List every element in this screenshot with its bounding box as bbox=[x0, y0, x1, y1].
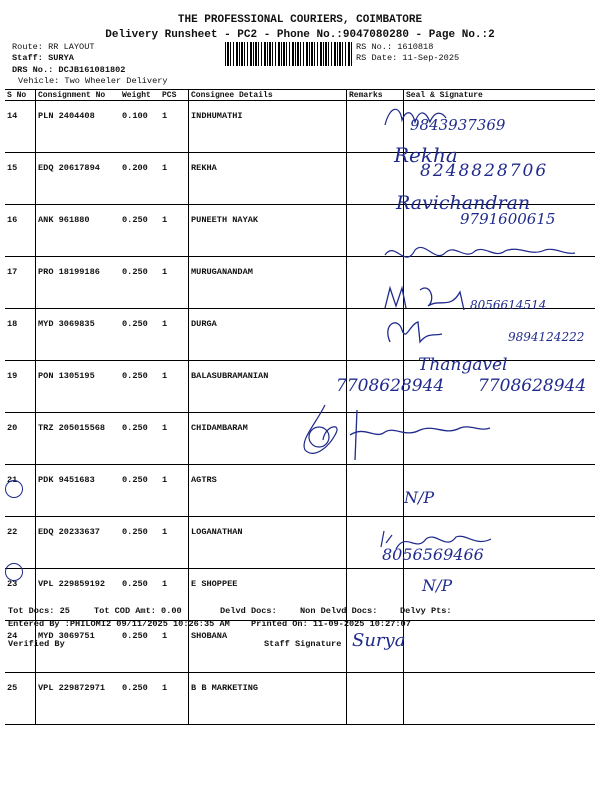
col-remarks: Remarks bbox=[347, 90, 404, 101]
cell-pcs: 1 bbox=[160, 153, 189, 205]
handwritten-phone-14: 9843937369 bbox=[410, 116, 506, 134]
route: Route: RR LAYOUT bbox=[12, 42, 95, 52]
col-seal-signature: Seal & Signature bbox=[404, 90, 596, 101]
cell-weight: 0.100 bbox=[120, 101, 160, 153]
cell-pcs: 1 bbox=[160, 101, 189, 153]
table-row bbox=[5, 673, 595, 725]
cell-sno: 23 bbox=[5, 569, 36, 621]
cell-consignment: VPL 229872971 bbox=[36, 673, 121, 725]
cell-sno: 20 bbox=[5, 413, 36, 465]
drs-number: DRS No.: DCJB161081802 bbox=[12, 65, 126, 75]
col-weight: Weight bbox=[120, 90, 160, 101]
cell-weight: 0.250 bbox=[120, 621, 160, 673]
col-sno: S No bbox=[5, 90, 36, 101]
cell-consignment: MYD 3069835 bbox=[36, 309, 121, 361]
cell-sno: 19 bbox=[5, 361, 36, 413]
cell-consignee: BALASUBRAMANIAN bbox=[189, 361, 347, 413]
table-row bbox=[5, 309, 595, 361]
cell-consignee: B B MARKETING bbox=[189, 673, 347, 725]
rs-date: RS Date: 11-Sep-2025 bbox=[356, 53, 460, 63]
handwritten-name-20: Thangavel bbox=[418, 355, 508, 375]
cell-sno: 21 bbox=[5, 465, 36, 517]
cell-sno: 14 bbox=[5, 101, 36, 153]
cell-consignee: DURGA bbox=[189, 309, 347, 361]
handwritten-phone-20b: 7708628944 bbox=[478, 376, 587, 396]
cell-pcs: 1 bbox=[160, 465, 189, 517]
cell-sno: 18 bbox=[5, 309, 36, 361]
cell-weight: 0.250 bbox=[120, 361, 160, 413]
cell-sno: 17 bbox=[5, 257, 36, 309]
cell-weight: 0.250 bbox=[120, 257, 160, 309]
cell-weight: 0.250 bbox=[120, 569, 160, 621]
cell-pcs: 1 bbox=[160, 361, 189, 413]
cell-weight: 0.250 bbox=[120, 517, 160, 569]
cell-sno: 16 bbox=[5, 205, 36, 257]
total-cod-amount: Tot COD Amt: 0.00 bbox=[94, 606, 182, 616]
cell-consignment: EDQ 20617894 bbox=[36, 153, 121, 205]
cell-consignment: ANK 961880 bbox=[36, 205, 121, 257]
cell-consignee: INDHUMATHI bbox=[189, 101, 347, 153]
cell-pcs: 1 bbox=[160, 257, 189, 309]
table-row bbox=[5, 465, 595, 517]
cell-sno: 22 bbox=[5, 517, 36, 569]
handwritten-phone-19: 8056614514 bbox=[470, 298, 547, 312]
handwritten-name-15: Rekha bbox=[394, 143, 458, 167]
cell-consignment: MYD 3069751 bbox=[36, 621, 121, 673]
cell-remarks bbox=[347, 465, 404, 517]
company-title: THE PROFESSIONAL COURIERS, COIMBATORE bbox=[177, 14, 423, 26]
cell-weight: 0.250 bbox=[120, 673, 160, 725]
cell-sno: 24 bbox=[5, 621, 36, 673]
cell-consignee: PUNEETH NAYAK bbox=[189, 205, 347, 257]
cell-consignee: CHIDAMBARAM bbox=[189, 413, 347, 465]
cell-consignee: MURUGANANDAM bbox=[189, 257, 347, 309]
circle-mark-25 bbox=[5, 563, 23, 581]
staff-signature-label: Staff Signature bbox=[264, 639, 342, 649]
handwritten-np-23: N/P bbox=[404, 488, 435, 507]
cell-consignment: PRO 18199186 bbox=[36, 257, 121, 309]
cell-weight: 0.250 bbox=[120, 309, 160, 361]
entered-by: Entered By :PHILOMI2 09/11/2025 10:26:35 AM bbox=[8, 619, 230, 629]
handwritten-np-25: N/P bbox=[422, 576, 453, 595]
cell-consignment: PDK 9451683 bbox=[36, 465, 121, 517]
staff-signature-handwritten: Surya bbox=[352, 630, 406, 651]
handwritten-name-16: Ravichandran bbox=[396, 192, 531, 214]
cell-pcs: 1 bbox=[160, 205, 189, 257]
handwritten-phone-20: 7708628944 bbox=[336, 376, 445, 396]
cell-sno: 15 bbox=[5, 153, 36, 205]
cell-weight: 0.250 bbox=[120, 205, 160, 257]
cell-signature bbox=[404, 621, 596, 673]
cell-consignee: AGTRS bbox=[189, 465, 347, 517]
cell-pcs: 1 bbox=[160, 517, 189, 569]
cell-consignee: REKHA bbox=[189, 153, 347, 205]
runsheet-subtitle: Delivery Runsheet - PC2 - Phone No.:9047080280 - Page No.:2 bbox=[105, 29, 495, 41]
handwritten-signature-17 bbox=[380, 235, 580, 275]
cell-weight: 0.250 bbox=[120, 465, 160, 517]
total-docs: Tot Docs: 25 bbox=[8, 606, 70, 616]
col-pcs: PCS bbox=[160, 90, 189, 101]
cell-pcs: 1 bbox=[160, 569, 189, 621]
delivered-docs: Delvd Docs: bbox=[220, 606, 277, 616]
cell-consignee: LOGANATHAN bbox=[189, 517, 347, 569]
circle-mark-23 bbox=[5, 480, 23, 498]
cell-signature bbox=[404, 673, 596, 725]
cell-consignment: PLN 2404408 bbox=[36, 101, 121, 153]
handwritten-signature-19 bbox=[380, 314, 460, 346]
cell-consignee: E SHOPPEE bbox=[189, 569, 347, 621]
cell-weight: 0.250 bbox=[120, 413, 160, 465]
table-row bbox=[5, 517, 595, 569]
rs-number: RS No.: 1610818 bbox=[356, 42, 434, 52]
cell-remarks bbox=[347, 673, 404, 725]
barcode bbox=[225, 42, 353, 66]
printed-on: Printed On: 11-09-2025 10:27:07 bbox=[251, 619, 411, 629]
handwritten-phone-15: 8248828706 bbox=[420, 161, 549, 181]
cell-pcs: 1 bbox=[160, 673, 189, 725]
cell-weight: 0.200 bbox=[120, 153, 160, 205]
col-consignee: Consignee Details bbox=[189, 90, 347, 101]
cell-pcs: 1 bbox=[160, 309, 189, 361]
handwritten-phone-24: 8056569466 bbox=[382, 545, 484, 564]
staff: Staff: SURYA bbox=[12, 53, 74, 63]
non-delivered-docs: Non Delvd Docs: bbox=[300, 606, 378, 616]
cell-pcs: 1 bbox=[160, 413, 189, 465]
handwritten-signature-21-22 bbox=[295, 400, 510, 470]
vehicle: Vehicle: Two Wheeler Delivery bbox=[18, 76, 168, 86]
table-row bbox=[5, 101, 595, 153]
cell-sno: 25 bbox=[5, 673, 36, 725]
cell-consignment: EDQ 20233637 bbox=[36, 517, 121, 569]
verified-by: Verified By bbox=[8, 639, 65, 649]
cell-consignee: SHOBANA bbox=[189, 621, 347, 673]
cell-consignment: PON 1305195 bbox=[36, 361, 121, 413]
handwritten-phone-16: 9791600615 bbox=[460, 210, 556, 228]
cell-consignment: TRZ 205015568 bbox=[36, 413, 121, 465]
cell-pcs: 1 bbox=[160, 621, 189, 673]
col-consignment: Consignment No bbox=[36, 90, 121, 101]
delivery-points: Delvy Pts: bbox=[400, 606, 452, 616]
cell-consignment: VPL 229859192 bbox=[36, 569, 121, 621]
table-header-row bbox=[5, 90, 595, 101]
handwritten-phone-19b: 9894124222 bbox=[508, 330, 585, 344]
